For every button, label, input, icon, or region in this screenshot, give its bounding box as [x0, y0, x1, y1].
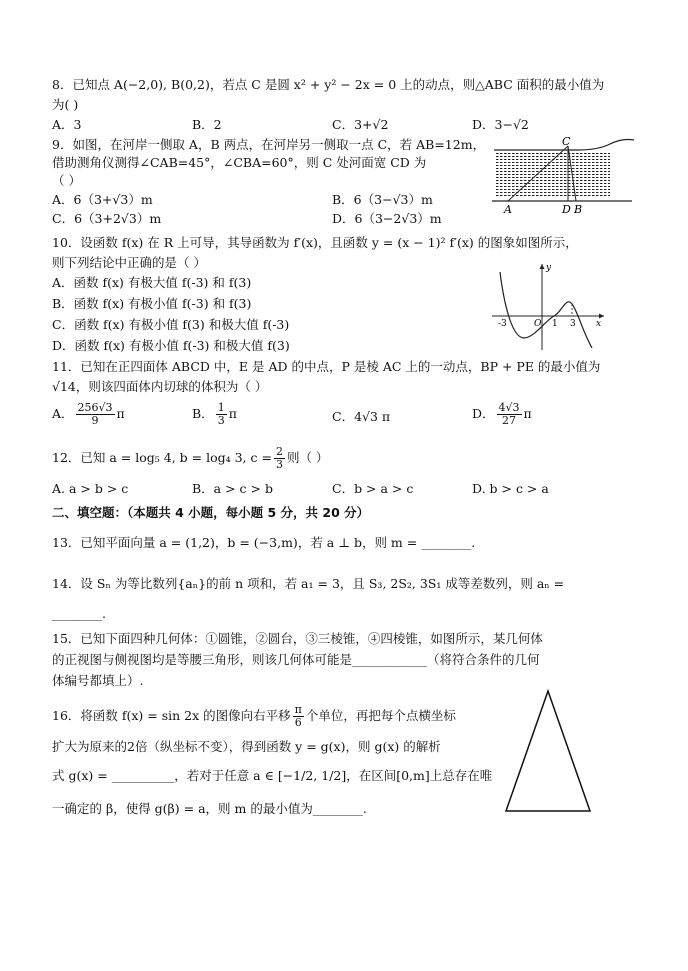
- q16-stem: 16．将函数 f(x) = sin 2x 的图像向右平移 $\frac{\pi}{6}$ 个单位，再把每个点横坐标: [52, 703, 456, 729]
- q9-stem: 9．如图，在河岸一侧取 A，B 两点，在河岸另一侧取一点 C，若 AB=12m，: [52, 137, 486, 152]
- fig-label-d: D: [562, 203, 571, 216]
- q9-option-b: B．6（3−√3）m: [332, 192, 433, 207]
- q11-option-b: B． $\frac{1}{3}$ π: [192, 401, 237, 427]
- q16-stem-2: 扩大为原来的2倍（纵坐标不变），得到函数 y = g(x)，则 g(x) 的解析: [52, 739, 441, 754]
- q9-option-a: A．6（3+√3）m: [52, 192, 153, 207]
- q8-option-a: A．3: [52, 117, 82, 132]
- graph-tick-m3: -3: [498, 319, 507, 329]
- q14-stem: 14．设 Sₙ 为等比数列{aₙ}的前 n 项和，若 a₁ = 3，且 S₃, 2S₂, 3S₁ 成等差数列，则 aₙ =: [52, 576, 565, 591]
- q8-stem: 8．已知点 A(−2,0), B(0,2)，若点 C 是圆 x² + y² − 2x = 0 上的动点，则△ABC 面积的最小值为: [52, 77, 605, 92]
- q10-stem: 10．设函数 f(x) 在 R 上可导，其导函数为 f′(x)，且函数 y = (x − 1)² f′(x) 的图象如图所示，: [52, 235, 578, 250]
- q15-stem-cont: 的正视图与侧视图均是等腰三角形，则该几何体可能是____________（将符合条件的几何: [52, 652, 540, 667]
- river-figure: [488, 134, 636, 216]
- q16-stem-4: 一确定的 β，使得 g(β) = a，则 m 的最小值为________.: [52, 801, 367, 816]
- q11-stem: 11．已知在正四面体 ABCD 中，E 是 AD 的中点，P 是棱 AC 上的一动点，BP + PE 的最小值为: [52, 359, 601, 374]
- q12-option-a: A. a > b > c: [52, 481, 129, 496]
- q8-stem-cont: 为( ): [52, 97, 79, 112]
- derivative-graph: [490, 260, 608, 352]
- q9-stem-cont: 借助测角仪测得∠CAB=45°，∠CBA=60°，则 C 处河面宽 CD 为: [52, 155, 427, 170]
- graph-tick-1: 1: [552, 319, 558, 329]
- q12-option-c: C．b > a > c: [332, 481, 414, 496]
- q10-stem-cont: 则下列结论中正确的是（ ）: [52, 255, 206, 270]
- isosceles-triangle-figure: [500, 688, 596, 816]
- fig-label-c: C: [562, 135, 571, 148]
- q9-option-c: C．6（3+2√3）m: [52, 211, 162, 226]
- q13-stem: 13．已知平面向量 a = (1,2)，b = (−3,m)，若 a ⊥ b，则 m = ________.: [52, 535, 476, 550]
- graph-x-label: x: [596, 319, 602, 329]
- q15-stem: 15．已知下面四种几何体：①圆锥，②圆台，③三棱锥，④四棱锥，如图所示，某几何体: [52, 631, 543, 646]
- q16-stem-3: 式 g(x) = __________，若对于任意 a ∈ [−1/2, 1/2]，在区间[0,m]上总存在唯: [52, 768, 493, 783]
- q10-option-a: A．函数 f(x) 有极大值 f(-3) 和 f(3): [52, 275, 252, 290]
- q11-option-d: D． $\frac{4√3}{27}$ π: [472, 401, 532, 427]
- q12-stem: 12．已知 a = log₅ 4, b = log₄ 3, c = $\frac{2}{3}$ 则（ ）: [52, 445, 329, 471]
- q12-option-b: B．a > c > b: [192, 481, 273, 496]
- q9-stem-paren: （ ）: [52, 173, 81, 188]
- q10-option-c: C．函数 f(x) 有极小值 f(3) 和极大值 f(-3): [52, 317, 290, 332]
- q11-stem-cont: √14，则该四面体内切球的体积为（ ）: [52, 379, 268, 394]
- fig-label-b: B: [574, 203, 583, 216]
- q10-option-d: D．函数 f(x) 有极小值 f(-3) 和极大值 f(3): [52, 338, 290, 353]
- q11-option-a: A． $\frac{256√3}{9}$ π: [52, 401, 125, 427]
- q9-option-d: D．6（3−2√3）m: [332, 211, 442, 226]
- q11-option-c: C．4√3 π: [332, 409, 391, 424]
- q8-option-b: B．2: [192, 117, 222, 132]
- q8-option-c: C．3+√2: [332, 117, 389, 132]
- graph-tick-3: 3: [570, 319, 576, 329]
- fig-label-a: A: [504, 203, 512, 216]
- graph-origin-label: O: [534, 319, 542, 329]
- q14-blank: ________.: [52, 606, 106, 621]
- q12-option-d: D. b > c > a: [472, 481, 549, 496]
- q15-stem-end: 体编号都填上）.: [52, 673, 144, 688]
- section-heading: 二、填空题：（本题共 4 小题，每小题 5 分，共 20 分）: [52, 505, 370, 520]
- q8-option-d: D．3−√2: [472, 117, 529, 132]
- graph-y-label: y: [546, 263, 552, 273]
- q10-option-b: B．函数 f(x) 有极小值 f(-3) 和 f(3): [52, 296, 252, 311]
